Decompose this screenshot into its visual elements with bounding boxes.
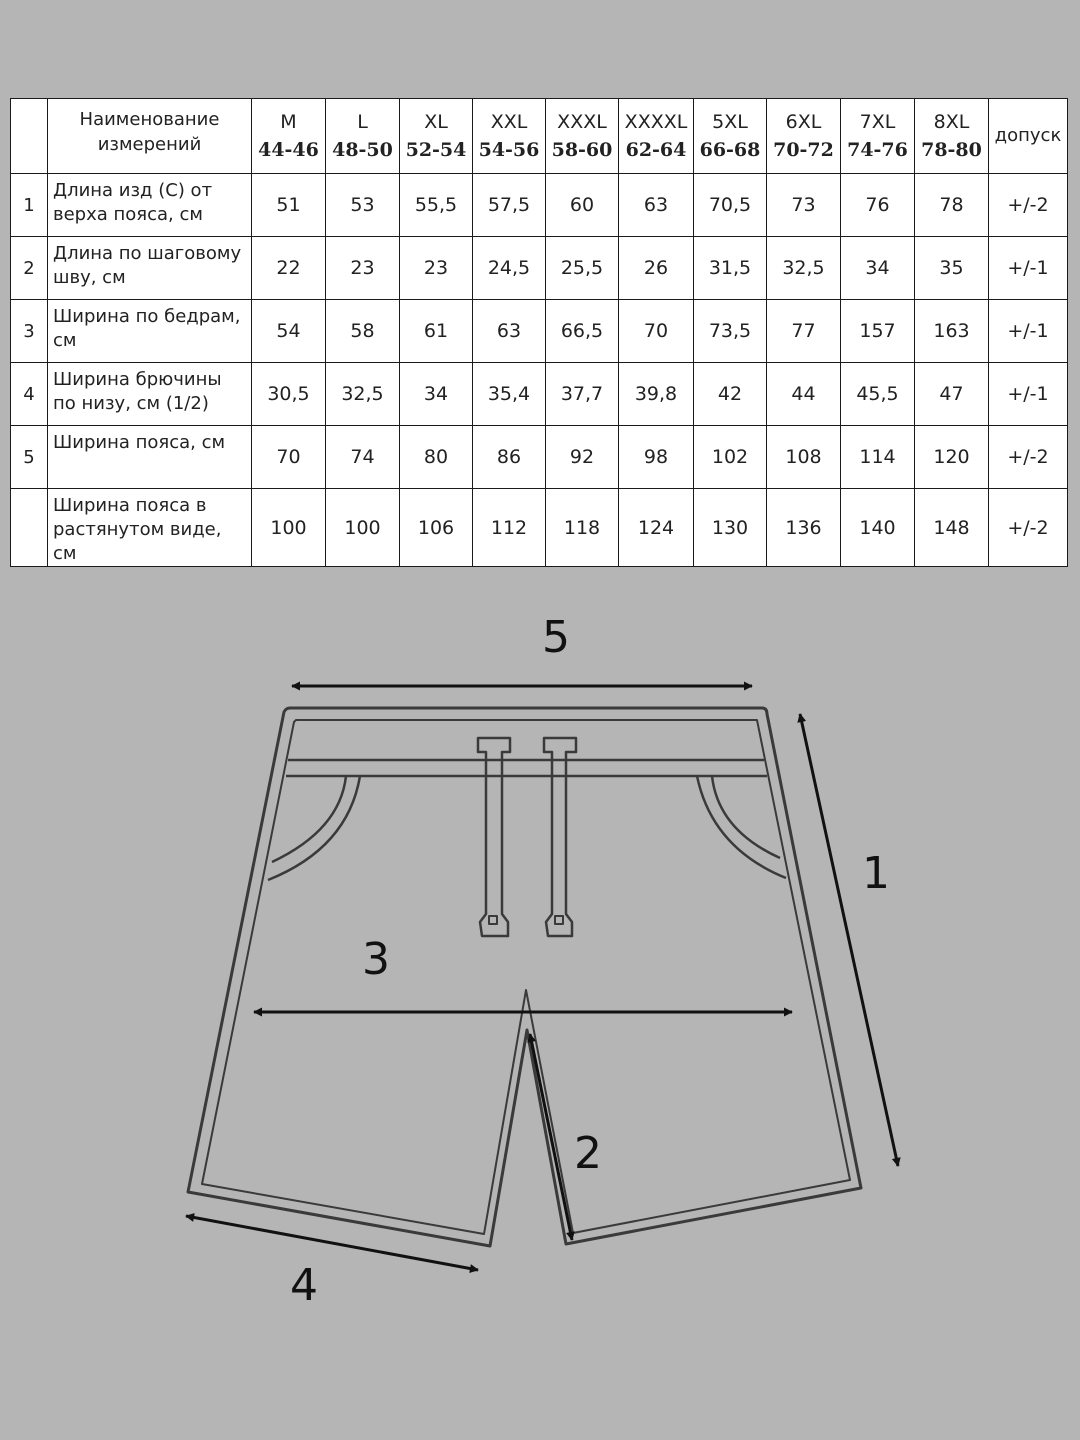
table-row [11, 363, 1068, 426]
value-cell: 63 [473, 300, 546, 363]
table-row [11, 237, 1068, 300]
value-cell: 124 [619, 489, 694, 567]
label-length: 1 [862, 848, 890, 899]
size-name: M [280, 111, 297, 133]
value-cell: 112 [473, 489, 546, 567]
inseam-arrow [530, 1034, 572, 1240]
value-cell: 118 [546, 489, 619, 567]
value-cell: 76 [841, 174, 915, 237]
value-cell: 108 [767, 426, 841, 489]
value-cell: 66,5 [546, 300, 619, 363]
size-chart-table [10, 98, 1068, 567]
value-cell: 114 [841, 426, 915, 489]
value-cell: 55,5 [400, 174, 473, 237]
header-num-cell [11, 99, 48, 174]
size-name: 8XL [933, 111, 970, 133]
row-number-cell: 5 [11, 426, 48, 489]
size-name: XXXXL [624, 111, 688, 133]
value-cell: 100 [326, 489, 400, 567]
value-cell: 63 [619, 174, 694, 237]
header-row [11, 99, 1068, 174]
value-cell: 102 [694, 426, 767, 489]
value-cell: 32,5 [326, 363, 400, 426]
size-name: 7XL [859, 111, 896, 133]
value-cell: 54 [252, 300, 326, 363]
table-body [11, 174, 1068, 567]
tolerance-cell: +/-1 [989, 363, 1068, 426]
header-size-cell [841, 99, 915, 174]
label-inseam: 2 [574, 1128, 602, 1179]
size-name: XL [424, 111, 448, 133]
shorts-outer-contour [188, 708, 861, 1246]
value-cell: 73 [767, 174, 841, 237]
value-cell: 23 [326, 237, 400, 300]
size-range: 58-60 [551, 139, 613, 161]
shorts-diagram [0, 560, 1080, 1440]
value-cell: 35,4 [473, 363, 546, 426]
value-cell: 42 [694, 363, 767, 426]
size-range: 62-64 [625, 139, 687, 161]
size-chart-table-wrapper [10, 98, 1070, 567]
header-size-cell [400, 99, 473, 174]
left-drawstring-tip [489, 916, 497, 924]
header-name-cell: Наименование измерений [48, 99, 252, 174]
value-cell: 51 [252, 174, 326, 237]
left-drawstring [478, 738, 510, 936]
row-number-cell: 3 [11, 300, 48, 363]
value-cell: 73,5 [694, 300, 767, 363]
header-size-cell [694, 99, 767, 174]
size-range: 66-68 [699, 139, 761, 161]
value-cell: 45,5 [841, 363, 915, 426]
row-label-cell: Ширина пояса в растянутом виде, см [48, 489, 252, 567]
waistband-lower-line [286, 760, 767, 776]
size-range: 52-54 [405, 139, 467, 161]
value-cell: 60 [546, 174, 619, 237]
value-cell: 57,5 [473, 174, 546, 237]
value-cell: 70 [619, 300, 694, 363]
value-cell: 25,5 [546, 237, 619, 300]
tolerance-cell: +/-2 [989, 426, 1068, 489]
size-name: 6XL [785, 111, 822, 133]
row-label-cell: Длина по шаговому шву, см [48, 237, 252, 300]
size-range: 78-80 [921, 139, 982, 161]
value-cell: 98 [619, 426, 694, 489]
size-range: 74-76 [847, 139, 908, 161]
size-range: 44-46 [258, 139, 319, 161]
value-cell: 74 [326, 426, 400, 489]
label-leg-opening: 4 [290, 1260, 318, 1311]
value-cell: 47 [915, 363, 989, 426]
value-cell: 70 [252, 426, 326, 489]
value-cell: 22 [252, 237, 326, 300]
table-row [11, 426, 1068, 489]
size-range: 48-50 [332, 139, 393, 161]
value-cell: 163 [915, 300, 989, 363]
label-hips: 3 [362, 934, 390, 985]
value-cell: 86 [473, 426, 546, 489]
row-number-cell: 2 [11, 237, 48, 300]
right-drawstring [544, 738, 576, 936]
table-row [11, 174, 1068, 237]
value-cell: 58 [326, 300, 400, 363]
shorts-inner-contour [202, 720, 850, 1234]
row-label-cell: Длина изд (С) от верха пояса, см [48, 174, 252, 237]
header-size-cell [473, 99, 546, 174]
value-cell: 140 [841, 489, 915, 567]
length-arrow [800, 714, 898, 1166]
value-cell: 39,8 [619, 363, 694, 426]
leg-opening-arrow [186, 1216, 478, 1270]
size-name: 5XL [712, 111, 748, 133]
value-cell: 100 [252, 489, 326, 567]
table-row [11, 300, 1068, 363]
size-name: XXXL [557, 111, 607, 133]
measurement-arrows [186, 686, 898, 1270]
value-cell: 130 [694, 489, 767, 567]
label-waist: 5 [542, 612, 570, 663]
header-size-cell [546, 99, 619, 174]
right-drawstring-tip [555, 916, 563, 924]
left-pocket [268, 776, 360, 880]
tolerance-cell: +/-1 [989, 237, 1068, 300]
row-label-cell: Ширина пояса, см [48, 426, 252, 489]
size-name: XXL [490, 111, 528, 133]
row-number-cell: 1 [11, 174, 48, 237]
value-cell: 30,5 [252, 363, 326, 426]
value-cell: 106 [400, 489, 473, 567]
value-cell: 61 [400, 300, 473, 363]
tolerance-cell: +/-1 [989, 300, 1068, 363]
header-size-cell [619, 99, 694, 174]
value-cell: 157 [841, 300, 915, 363]
header-size-cell [767, 99, 841, 174]
header-size-cell [252, 99, 326, 174]
value-cell: 70,5 [694, 174, 767, 237]
value-cell: 120 [915, 426, 989, 489]
value-cell: 37,7 [546, 363, 619, 426]
value-cell: 148 [915, 489, 989, 567]
value-cell: 34 [841, 237, 915, 300]
size-range: 70-72 [773, 139, 834, 161]
value-cell: 92 [546, 426, 619, 489]
value-cell: 53 [326, 174, 400, 237]
tolerance-cell: +/-2 [989, 489, 1068, 567]
shorts-outline [188, 708, 861, 1246]
value-cell: 26 [619, 237, 694, 300]
value-cell: 24,5 [473, 237, 546, 300]
right-pocket [697, 776, 786, 878]
size-name: L [357, 111, 368, 133]
value-cell: 35 [915, 237, 989, 300]
size-range: 54-56 [478, 139, 540, 161]
value-cell: 34 [400, 363, 473, 426]
row-label-cell: Ширина по бедрам, см [48, 300, 252, 363]
value-cell: 136 [767, 489, 841, 567]
row-number-cell: 4 [11, 363, 48, 426]
value-cell: 32,5 [767, 237, 841, 300]
value-cell: 77 [767, 300, 841, 363]
header-size-cell [915, 99, 989, 174]
table-row [11, 489, 1068, 567]
value-cell: 23 [400, 237, 473, 300]
header-size-cell [326, 99, 400, 174]
value-cell: 31,5 [694, 237, 767, 300]
value-cell: 44 [767, 363, 841, 426]
header-tolerance-cell: допуск [989, 99, 1068, 174]
row-number-cell [11, 489, 48, 567]
row-label-cell: Ширина брючины по низу, см (1/2) [48, 363, 252, 426]
value-cell: 80 [400, 426, 473, 489]
value-cell: 78 [915, 174, 989, 237]
tolerance-cell: +/-2 [989, 174, 1068, 237]
